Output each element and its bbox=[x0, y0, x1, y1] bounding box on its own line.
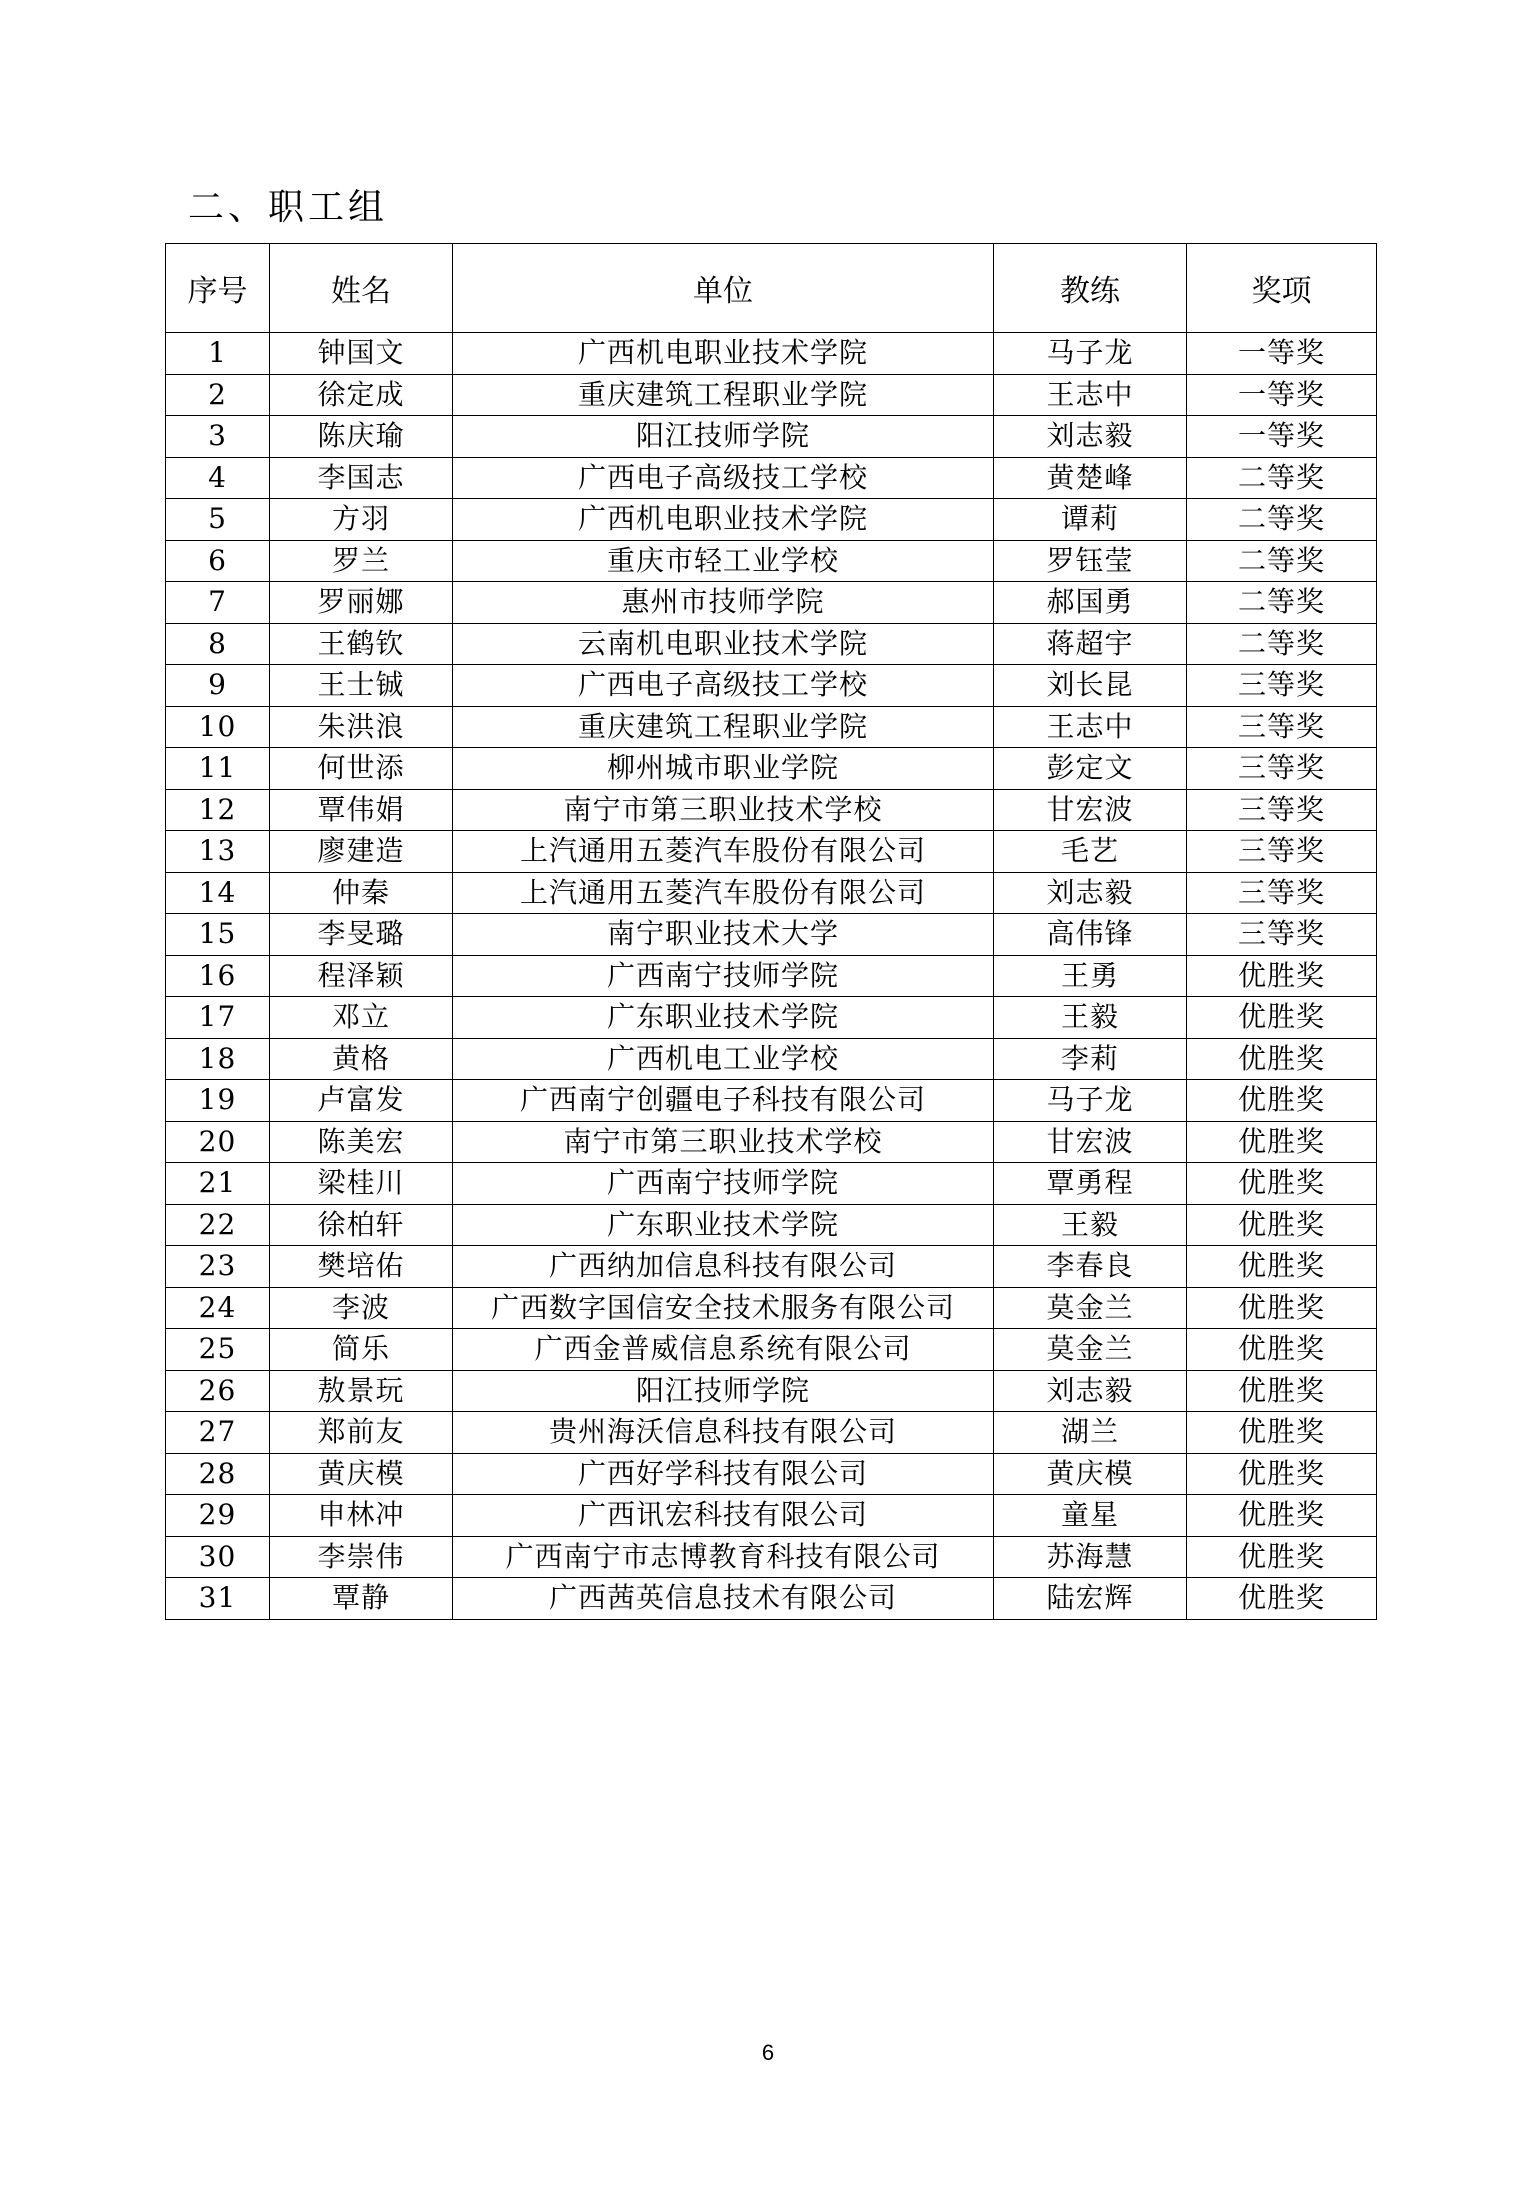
cell-unit: 广西数字国信安全技术服务有限公司 bbox=[453, 1287, 994, 1329]
table-row bbox=[166, 499, 1377, 541]
cell-coach: 王毅 bbox=[994, 1204, 1187, 1246]
cell-index: 12 bbox=[166, 789, 270, 831]
cell-name: 邓立 bbox=[270, 997, 453, 1039]
cell-award: 二等奖 bbox=[1187, 457, 1377, 499]
cell-index: 4 bbox=[166, 457, 270, 499]
cell-unit: 广东职业技术学院 bbox=[453, 997, 994, 1039]
cell-unit: 广西机电职业技术学院 bbox=[453, 499, 994, 541]
header-index: 序号 bbox=[166, 244, 270, 333]
table-row bbox=[166, 1412, 1377, 1454]
cell-coach: 高伟锋 bbox=[994, 914, 1187, 956]
cell-coach: 王志中 bbox=[994, 374, 1187, 416]
cell-name: 覃伟娟 bbox=[270, 789, 453, 831]
cell-coach: 苏海慧 bbox=[994, 1536, 1187, 1578]
table-row bbox=[166, 1370, 1377, 1412]
table-row bbox=[166, 540, 1377, 582]
cell-coach: 毛艺 bbox=[994, 831, 1187, 873]
table-row bbox=[166, 1495, 1377, 1537]
cell-index: 31 bbox=[166, 1578, 270, 1620]
cell-name: 何世添 bbox=[270, 748, 453, 790]
cell-coach: 李春良 bbox=[994, 1246, 1187, 1288]
table-row bbox=[166, 831, 1377, 873]
cell-name: 朱洪浪 bbox=[270, 706, 453, 748]
cell-award: 二等奖 bbox=[1187, 540, 1377, 582]
cell-index: 18 bbox=[166, 1038, 270, 1080]
cell-name: 敖景玩 bbox=[270, 1370, 453, 1412]
cell-unit: 南宁职业技术大学 bbox=[453, 914, 994, 956]
cell-index: 23 bbox=[166, 1246, 270, 1288]
cell-name: 程泽颖 bbox=[270, 955, 453, 997]
cell-index: 17 bbox=[166, 997, 270, 1039]
cell-unit: 广西茜英信息技术有限公司 bbox=[453, 1578, 994, 1620]
section-title: 二、职工组 bbox=[188, 187, 389, 228]
cell-award: 优胜奖 bbox=[1187, 1121, 1377, 1163]
awards-table bbox=[165, 243, 1377, 1620]
cell-unit: 广西电子高级技工学校 bbox=[453, 457, 994, 499]
cell-index: 11 bbox=[166, 748, 270, 790]
cell-index: 1 bbox=[166, 333, 270, 375]
cell-index: 9 bbox=[166, 665, 270, 707]
cell-name: 申林冲 bbox=[270, 1495, 453, 1537]
header-name: 姓名 bbox=[270, 244, 453, 333]
cell-unit: 广西讯宏科技有限公司 bbox=[453, 1495, 994, 1537]
cell-index: 29 bbox=[166, 1495, 270, 1537]
cell-award: 一等奖 bbox=[1187, 333, 1377, 375]
table-row bbox=[166, 1536, 1377, 1578]
cell-unit: 广西机电工业学校 bbox=[453, 1038, 994, 1080]
cell-name: 黄格 bbox=[270, 1038, 453, 1080]
cell-award: 优胜奖 bbox=[1187, 1453, 1377, 1495]
cell-coach: 罗钰莹 bbox=[994, 540, 1187, 582]
cell-coach: 刘志毅 bbox=[994, 1370, 1187, 1412]
cell-award: 三等奖 bbox=[1187, 872, 1377, 914]
cell-award: 三等奖 bbox=[1187, 706, 1377, 748]
cell-unit: 上汽通用五菱汽车股份有限公司 bbox=[453, 872, 994, 914]
cell-award: 优胜奖 bbox=[1187, 1246, 1377, 1288]
cell-coach: 王勇 bbox=[994, 955, 1187, 997]
cell-name: 罗兰 bbox=[270, 540, 453, 582]
cell-coach: 谭莉 bbox=[994, 499, 1187, 541]
cell-index: 28 bbox=[166, 1453, 270, 1495]
cell-unit: 重庆市轻工业学校 bbox=[453, 540, 994, 582]
cell-name: 李崇伟 bbox=[270, 1536, 453, 1578]
cell-name: 简乐 bbox=[270, 1329, 453, 1371]
cell-coach: 李莉 bbox=[994, 1038, 1187, 1080]
table-row bbox=[166, 1204, 1377, 1246]
cell-name: 方羽 bbox=[270, 499, 453, 541]
cell-coach: 莫金兰 bbox=[994, 1287, 1187, 1329]
cell-unit: 贵州海沃信息科技有限公司 bbox=[453, 1412, 994, 1454]
cell-award: 优胜奖 bbox=[1187, 1163, 1377, 1205]
cell-name: 李旻璐 bbox=[270, 914, 453, 956]
table-body bbox=[166, 333, 1377, 1620]
cell-award: 优胜奖 bbox=[1187, 1536, 1377, 1578]
cell-unit: 重庆建筑工程职业学院 bbox=[453, 706, 994, 748]
cell-index: 2 bbox=[166, 374, 270, 416]
cell-name: 覃静 bbox=[270, 1578, 453, 1620]
cell-coach: 童星 bbox=[994, 1495, 1187, 1537]
cell-coach: 郝国勇 bbox=[994, 582, 1187, 624]
table-row bbox=[166, 748, 1377, 790]
cell-coach: 彭定文 bbox=[994, 748, 1187, 790]
table-row bbox=[166, 665, 1377, 707]
cell-index: 25 bbox=[166, 1329, 270, 1371]
cell-index: 8 bbox=[166, 623, 270, 665]
cell-unit: 重庆建筑工程职业学院 bbox=[453, 374, 994, 416]
cell-unit: 广西南宁技师学院 bbox=[453, 1163, 994, 1205]
table-header-row bbox=[166, 244, 1377, 333]
cell-coach: 王志中 bbox=[994, 706, 1187, 748]
cell-index: 21 bbox=[166, 1163, 270, 1205]
cell-index: 5 bbox=[166, 499, 270, 541]
cell-award: 二等奖 bbox=[1187, 623, 1377, 665]
cell-unit: 云南机电职业技术学院 bbox=[453, 623, 994, 665]
table-row bbox=[166, 1246, 1377, 1288]
cell-name: 黄庆模 bbox=[270, 1453, 453, 1495]
cell-index: 13 bbox=[166, 831, 270, 873]
cell-award: 优胜奖 bbox=[1187, 997, 1377, 1039]
cell-unit: 南宁市第三职业技术学校 bbox=[453, 789, 994, 831]
cell-index: 15 bbox=[166, 914, 270, 956]
header-unit: 单位 bbox=[453, 244, 994, 333]
cell-award: 三等奖 bbox=[1187, 831, 1377, 873]
cell-name: 陈庆瑜 bbox=[270, 416, 453, 458]
cell-unit: 广西好学科技有限公司 bbox=[453, 1453, 994, 1495]
table-row bbox=[166, 1287, 1377, 1329]
cell-coach: 王毅 bbox=[994, 997, 1187, 1039]
cell-name: 陈美宏 bbox=[270, 1121, 453, 1163]
cell-award: 二等奖 bbox=[1187, 499, 1377, 541]
cell-unit: 广西南宁市志博教育科技有限公司 bbox=[453, 1536, 994, 1578]
cell-coach: 陆宏辉 bbox=[994, 1578, 1187, 1620]
cell-award: 优胜奖 bbox=[1187, 1370, 1377, 1412]
cell-index: 19 bbox=[166, 1080, 270, 1122]
cell-award: 三等奖 bbox=[1187, 789, 1377, 831]
cell-index: 10 bbox=[166, 706, 270, 748]
cell-award: 二等奖 bbox=[1187, 582, 1377, 624]
cell-award: 优胜奖 bbox=[1187, 1495, 1377, 1537]
cell-coach: 甘宏波 bbox=[994, 1121, 1187, 1163]
cell-index: 16 bbox=[166, 955, 270, 997]
table-row bbox=[166, 1329, 1377, 1371]
table-row bbox=[166, 1453, 1377, 1495]
table-row bbox=[166, 914, 1377, 956]
cell-name: 李波 bbox=[270, 1287, 453, 1329]
table-row bbox=[166, 872, 1377, 914]
cell-coach: 马子龙 bbox=[994, 1080, 1187, 1122]
cell-coach: 黄楚峰 bbox=[994, 457, 1187, 499]
table-row bbox=[166, 1038, 1377, 1080]
cell-unit: 柳州城市职业学院 bbox=[453, 748, 994, 790]
cell-name: 罗丽娜 bbox=[270, 582, 453, 624]
cell-award: 三等奖 bbox=[1187, 914, 1377, 956]
cell-unit: 广西金普威信息系统有限公司 bbox=[453, 1329, 994, 1371]
cell-award: 优胜奖 bbox=[1187, 1412, 1377, 1454]
cell-index: 26 bbox=[166, 1370, 270, 1412]
cell-name: 王士铖 bbox=[270, 665, 453, 707]
cell-unit: 广西机电职业技术学院 bbox=[453, 333, 994, 375]
cell-name: 梁桂川 bbox=[270, 1163, 453, 1205]
cell-name: 卢富发 bbox=[270, 1080, 453, 1122]
table-row bbox=[166, 374, 1377, 416]
table-row bbox=[166, 1080, 1377, 1122]
cell-index: 24 bbox=[166, 1287, 270, 1329]
cell-unit: 上汽通用五菱汽车股份有限公司 bbox=[453, 831, 994, 873]
table-row bbox=[166, 997, 1377, 1039]
cell-index: 27 bbox=[166, 1412, 270, 1454]
cell-coach: 刘长昆 bbox=[994, 665, 1187, 707]
cell-index: 20 bbox=[166, 1121, 270, 1163]
cell-unit: 阳江技师学院 bbox=[453, 1370, 994, 1412]
cell-award: 优胜奖 bbox=[1187, 1578, 1377, 1620]
table-row bbox=[166, 1121, 1377, 1163]
cell-award: 三等奖 bbox=[1187, 665, 1377, 707]
cell-unit: 广西纳加信息科技有限公司 bbox=[453, 1246, 994, 1288]
cell-name: 郑前友 bbox=[270, 1412, 453, 1454]
table-row bbox=[166, 1578, 1377, 1620]
cell-index: 7 bbox=[166, 582, 270, 624]
table-row bbox=[166, 457, 1377, 499]
cell-coach: 黄庆模 bbox=[994, 1453, 1187, 1495]
cell-coach: 湖兰 bbox=[994, 1412, 1187, 1454]
table-row bbox=[166, 1163, 1377, 1205]
cell-unit: 南宁市第三职业技术学校 bbox=[453, 1121, 994, 1163]
cell-name: 樊培佑 bbox=[270, 1246, 453, 1288]
cell-index: 22 bbox=[166, 1204, 270, 1246]
cell-unit: 广西南宁技师学院 bbox=[453, 955, 994, 997]
cell-name: 廖建造 bbox=[270, 831, 453, 873]
cell-index: 30 bbox=[166, 1536, 270, 1578]
cell-coach: 蒋超宇 bbox=[994, 623, 1187, 665]
cell-name: 王鹤钦 bbox=[270, 623, 453, 665]
cell-award: 优胜奖 bbox=[1187, 1287, 1377, 1329]
table-row bbox=[166, 416, 1377, 458]
page-number: 6 bbox=[761, 2040, 775, 2065]
table-row bbox=[166, 955, 1377, 997]
cell-award: 一等奖 bbox=[1187, 416, 1377, 458]
cell-coach: 刘志毅 bbox=[994, 416, 1187, 458]
cell-name: 徐柏轩 bbox=[270, 1204, 453, 1246]
table-row bbox=[166, 333, 1377, 375]
cell-name: 仲秦 bbox=[270, 872, 453, 914]
header-coach: 教练 bbox=[994, 244, 1187, 333]
cell-unit: 广东职业技术学院 bbox=[453, 1204, 994, 1246]
cell-name: 钟国文 bbox=[270, 333, 453, 375]
cell-coach: 莫金兰 bbox=[994, 1329, 1187, 1371]
cell-award: 优胜奖 bbox=[1187, 1204, 1377, 1246]
cell-name: 李国志 bbox=[270, 457, 453, 499]
cell-award: 优胜奖 bbox=[1187, 1329, 1377, 1371]
cell-award: 三等奖 bbox=[1187, 748, 1377, 790]
cell-coach: 刘志毅 bbox=[994, 872, 1187, 914]
table-row bbox=[166, 789, 1377, 831]
table-row bbox=[166, 706, 1377, 748]
cell-coach: 覃勇程 bbox=[994, 1163, 1187, 1205]
cell-award: 优胜奖 bbox=[1187, 955, 1377, 997]
cell-award: 优胜奖 bbox=[1187, 1038, 1377, 1080]
cell-unit: 惠州市技师学院 bbox=[453, 582, 994, 624]
table-row bbox=[166, 582, 1377, 624]
cell-coach: 甘宏波 bbox=[994, 789, 1187, 831]
table-row bbox=[166, 623, 1377, 665]
cell-award: 优胜奖 bbox=[1187, 1080, 1377, 1122]
cell-unit: 广西南宁创疆电子科技有限公司 bbox=[453, 1080, 994, 1122]
cell-index: 14 bbox=[166, 872, 270, 914]
header-award: 奖项 bbox=[1187, 244, 1377, 333]
cell-name: 徐定成 bbox=[270, 374, 453, 416]
cell-unit: 阳江技师学院 bbox=[453, 416, 994, 458]
cell-coach: 马子龙 bbox=[994, 333, 1187, 375]
cell-index: 6 bbox=[166, 540, 270, 582]
cell-unit: 广西电子高级技工学校 bbox=[453, 665, 994, 707]
cell-award: 一等奖 bbox=[1187, 374, 1377, 416]
cell-index: 3 bbox=[166, 416, 270, 458]
